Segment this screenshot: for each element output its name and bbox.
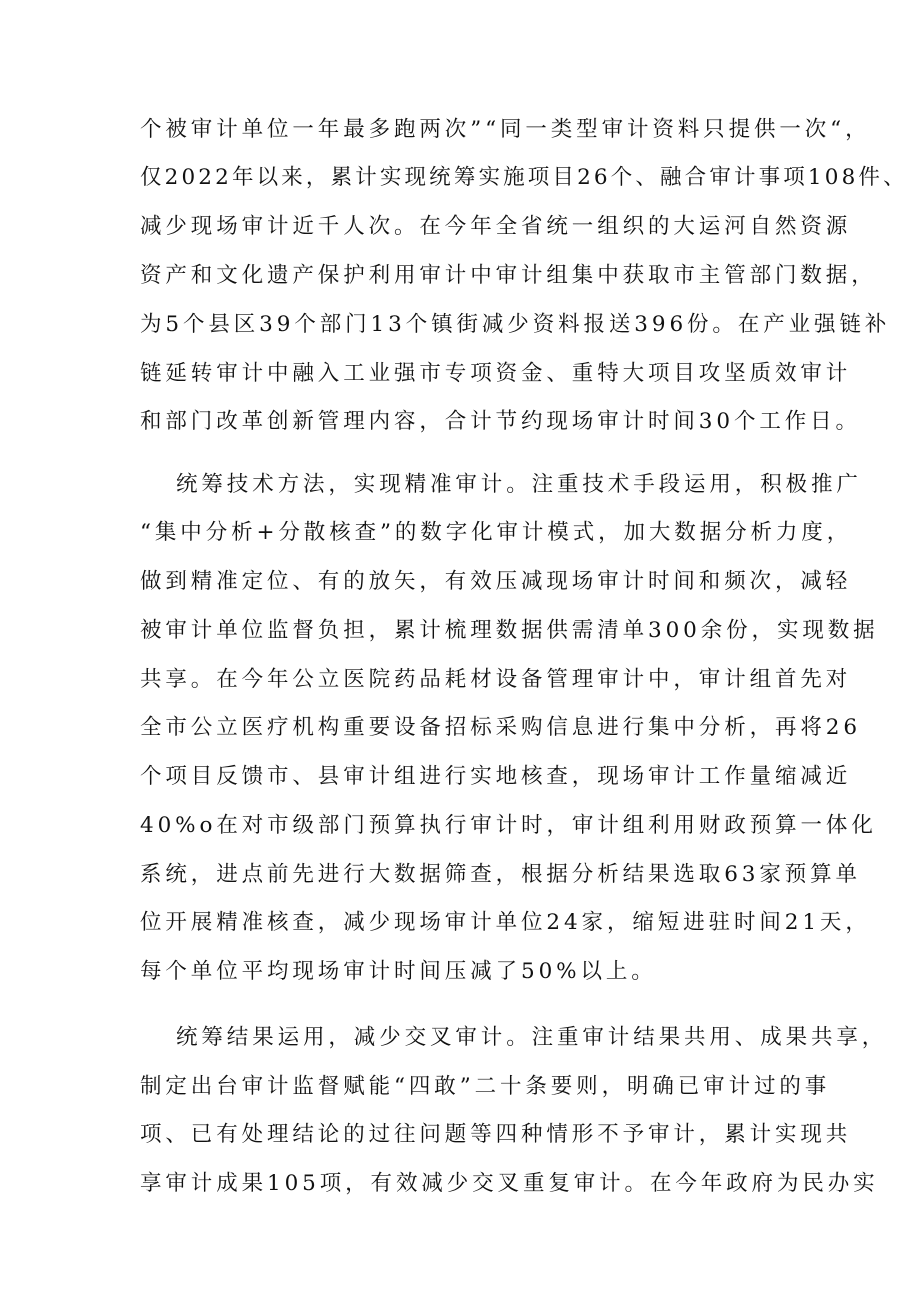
text-line-12: 共享。在今年公立医院药品耗材设备管理审计中，审计组首先对 <box>140 667 852 692</box>
text-line-16: 系统，进点前先进行大数据筛查，根据分析结果选取63家预算单 <box>140 862 861 887</box>
text-line-2: 仅2022年以来，累计实现统筹实施项目26个、融合审计事项108件、 <box>140 165 908 190</box>
text-line-5: 为5个县区39个部门13个镇街减少资料报送396份。在产业强链补 <box>140 312 891 337</box>
text-line-4: 资产和文化遗产保护利用审计中审计组集中获取市主管部门数据， <box>140 263 877 288</box>
text-line-11: 被审计单位监督负担，累计梳理数据供需清单300余份，实现数据 <box>140 618 879 643</box>
text-line-9: “集中分析+分散核查”的数字化审计模式，加大数据分析力度， <box>140 520 853 545</box>
text-line-17: 位开展精准核查，减少现场审计单位24家，缩短进驻时间21天， <box>140 910 871 935</box>
text-line-8: 统筹技术方法，实现精准审计。注重技术手段运用，积极推广 <box>176 472 862 497</box>
text-line-18: 每个单位平均现场审计时间压减了50%以上。 <box>140 959 657 984</box>
text-line-15: 40%o在对市级部门预算执行审计时，审计组利用财政预算一体化 <box>140 813 877 838</box>
text-line-13: 全市公立医疗机构重要设备招标采购信息进行集中分析，再将26 <box>140 715 861 740</box>
text-line-19: 统筹结果运用，减少交叉审计。注重审计结果共用、成果共享， <box>176 1025 888 1050</box>
text-line-21: 项、已有处理结论的过往问题等四种情形不予审计，累计实现共 <box>140 1122 852 1147</box>
text-line-7: 和部门改革创新管理内容，合计节约现场审计时间30个工作日。 <box>140 409 861 434</box>
text-line-3: 减少现场审计近千人次。在今年全省统一组织的大运河自然资源 <box>140 214 852 239</box>
text-line-22: 享审计成果105项，有效减少交叉重复审计。在今年政府为民办实 <box>140 1171 879 1196</box>
text-line-14: 个项目反馈市、县审计组进行实地核查，现场审计工作量缩减近 <box>140 764 852 789</box>
text-line-6: 链延转审计中融入工业强市专项资金、重特大项目攻坚质效审计 <box>140 361 852 386</box>
text-line-10: 做到精准定位、有的放矢，有效压减现场审计时间和频次，减轻 <box>140 569 852 594</box>
text-line-1: 个被审计单位一年最多跑两次”“同一类型审计资料只提供一次“， <box>140 117 871 142</box>
text-line-20: 制定出台审计监督赋能“四敢”二十条要则，明确已审计过的事 <box>140 1074 831 1099</box>
